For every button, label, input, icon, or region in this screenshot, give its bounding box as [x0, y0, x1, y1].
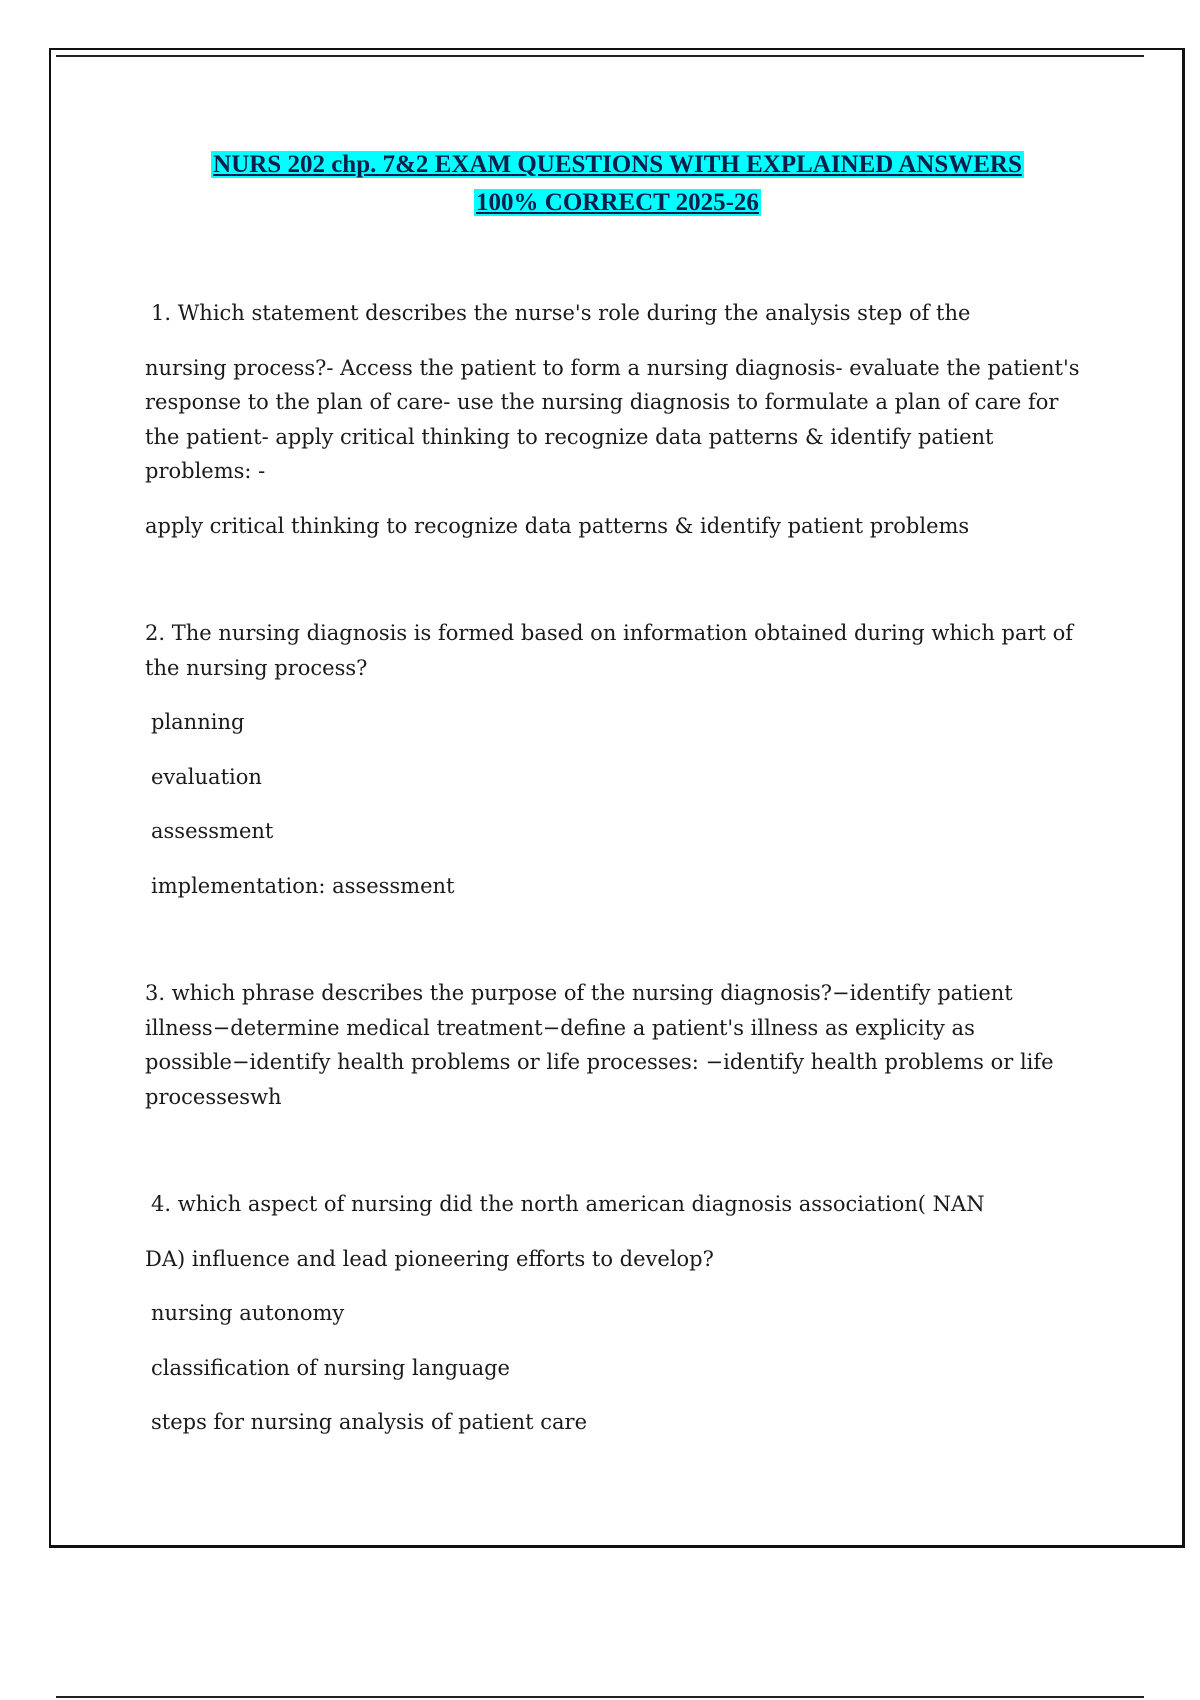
- question-4-body: DA) influence and lead pioneering efforts to develop?: [145, 1246, 714, 1271]
- question-4-option: nursing autonomy: [151, 1301, 345, 1325]
- question-4: [145, 1187, 1090, 1440]
- question-3: [145, 976, 1090, 1114]
- top-rule: [56, 55, 1144, 57]
- question-1-body: nursing process?- Access the patient to form a nursing diagnosis- evaluate the patient's response to the plan of care- use the nursing diagnosis to formulate a plan of care for the patient- apply critical thinking to recognize data patterns & identify patient problems: -: [145, 355, 1080, 483]
- title-line-1: NURS 202 chp. 7&2 EXAM QUESTIONS WITH EXPLAINED ANSWERS: [213, 151, 1022, 178]
- question-2-option: implementation: assessment: [151, 873, 455, 898]
- question-2-option: evaluation: [151, 764, 262, 789]
- question-1-answer: apply critical thinking to recognize data patterns & identify patient problems: [145, 513, 970, 538]
- question-2-option: planning: [151, 710, 245, 734]
- question-2: [145, 616, 1090, 903]
- question-2-stem: 2. The nursing diagnosis is formed based on information obtained during which part of the nursing process?: [145, 621, 1074, 680]
- question-1-first-line: 1. Which statement describes the nurse's role during the analysis step of the: [151, 301, 971, 325]
- question-4-first-line: 4. which aspect of nursing did the north american diagnosis association( NAN: [151, 1192, 985, 1216]
- bottom-rule: [56, 1696, 1144, 1698]
- question-3-stem: 3. which phrase describes the purpose of the nursing diagnosis?−identify patient illness−determine medical treatment−define a patient's illness as explicity as possible−identify health problems or life processes: −identify health problems or life processeswh: [145, 981, 1054, 1109]
- document-body: [145, 296, 1090, 1440]
- title-line-2: 100% CORRECT 2025-26: [476, 189, 759, 216]
- question-4-option: steps for nursing analysis of patient care: [151, 1410, 588, 1434]
- question-4-option: classification of nursing language: [151, 1355, 510, 1380]
- document-title: [100, 146, 1135, 222]
- question-2-option: assessment: [151, 819, 274, 843]
- question-1: [145, 296, 1090, 543]
